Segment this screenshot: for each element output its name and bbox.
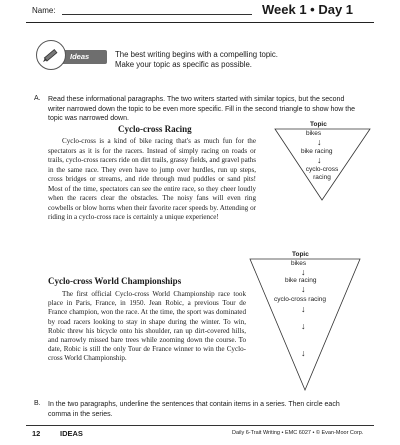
name-label: Name: [32, 6, 56, 15]
triangle-1-arrow-1: ↓ [317, 137, 322, 147]
topic-triangle-1 [275, 129, 370, 200]
triangle-1-label: Topic [310, 121, 327, 128]
triangle-2-item-bikes: bikes [291, 260, 307, 267]
passage-2-body: The first official Cyclo-cross World Championship race took place in Paris, France, in 1950. Jean Robic, a previous Tour de France champion, won the race. At the time, the sport was dominated by road racers looking to stay in shape during the winter. To win, Robic threw his bicycle onto his shoulder, ran up dirt-covered hills, and narrowly missed bare trees while zooming down the course. To date, Robic is still the only Tour de France winner to win the Cyclo-cross World Championship. [48, 290, 246, 363]
triangle-2-arrow-5: ↓ [301, 348, 306, 358]
triangle-1-item-bike-racing: bike racing [301, 148, 333, 155]
ideas-badge-label: Ideas [70, 52, 90, 61]
triangle-2-item-cyclo-cross-racing: cyclo-cross racing [274, 296, 327, 303]
page-number: 12 [32, 429, 41, 438]
question-b-text: In the two paragraphs, underline the sentences that contain items in a series. Then circle each comma in the series. [48, 401, 340, 418]
footer-section-label: IDEAS [60, 429, 83, 438]
triangle-2-arrow-3: ↓ [301, 304, 306, 314]
triangle-2-item-bike-racing: bike racing [285, 277, 317, 284]
footer-credit: Daily 6-Trait Writing • EMC 6027 • © Evan-Moor Corp. [232, 430, 364, 436]
passage-2-title: Cyclo-cross World Championships [48, 276, 182, 286]
intro-line-1: The best writing begins with a compelling topic. [115, 50, 278, 59]
week-day-title: Week 1 • Day 1 [262, 2, 354, 17]
passage-1-body: Cyclo-cross is a kind of bike racing that's as much fun for the spectators as it is for the racers. Instead of simply racing on roads or trails, cyclo-cross racers ride on dirt trails, grassy fields, and gravel paths in the same race. They even have to jump over hurdles, run up steps, cross bridges or streams, and ride through mud puddles or sand pits! Most of the time, spectators can see the entire race, so they cheer loudly when the racers clear the obstacles. The noisy fans will even ring cowbells or blow horns when their favorite racer speeds by. Attending or riding in a cyclo-cross race is certainly a unique experience! [48, 137, 256, 221]
triangle-1-arrow-2: ↓ [317, 155, 322, 165]
triangle-1-item-cyclo-cross-racing: cyclo-cross racing [305, 166, 339, 181]
intro-line-2: Make your topic as specific as possible. [115, 60, 252, 69]
footer-rule [26, 425, 374, 426]
triangle-2-arrow-2: ↓ [301, 284, 306, 294]
question-a-text: Read these informational paragraphs. The two writers started with similar topics, but the second writer narrowed down the topic to be even more specific. Fill in the second triangle to show how the topic was narrowed down. [48, 96, 355, 122]
question-b-letter: B. [34, 400, 41, 407]
question-a-letter: A. [34, 95, 41, 102]
triangle-2-label: Topic [292, 251, 309, 258]
triangle-2-arrow-4: ↓ [301, 321, 306, 331]
triangle-2-arrow-1: ↓ [301, 267, 306, 277]
passage-1-title: Cyclo-cross Racing [118, 124, 192, 134]
triangle-1-item-bikes: bikes [306, 130, 322, 137]
